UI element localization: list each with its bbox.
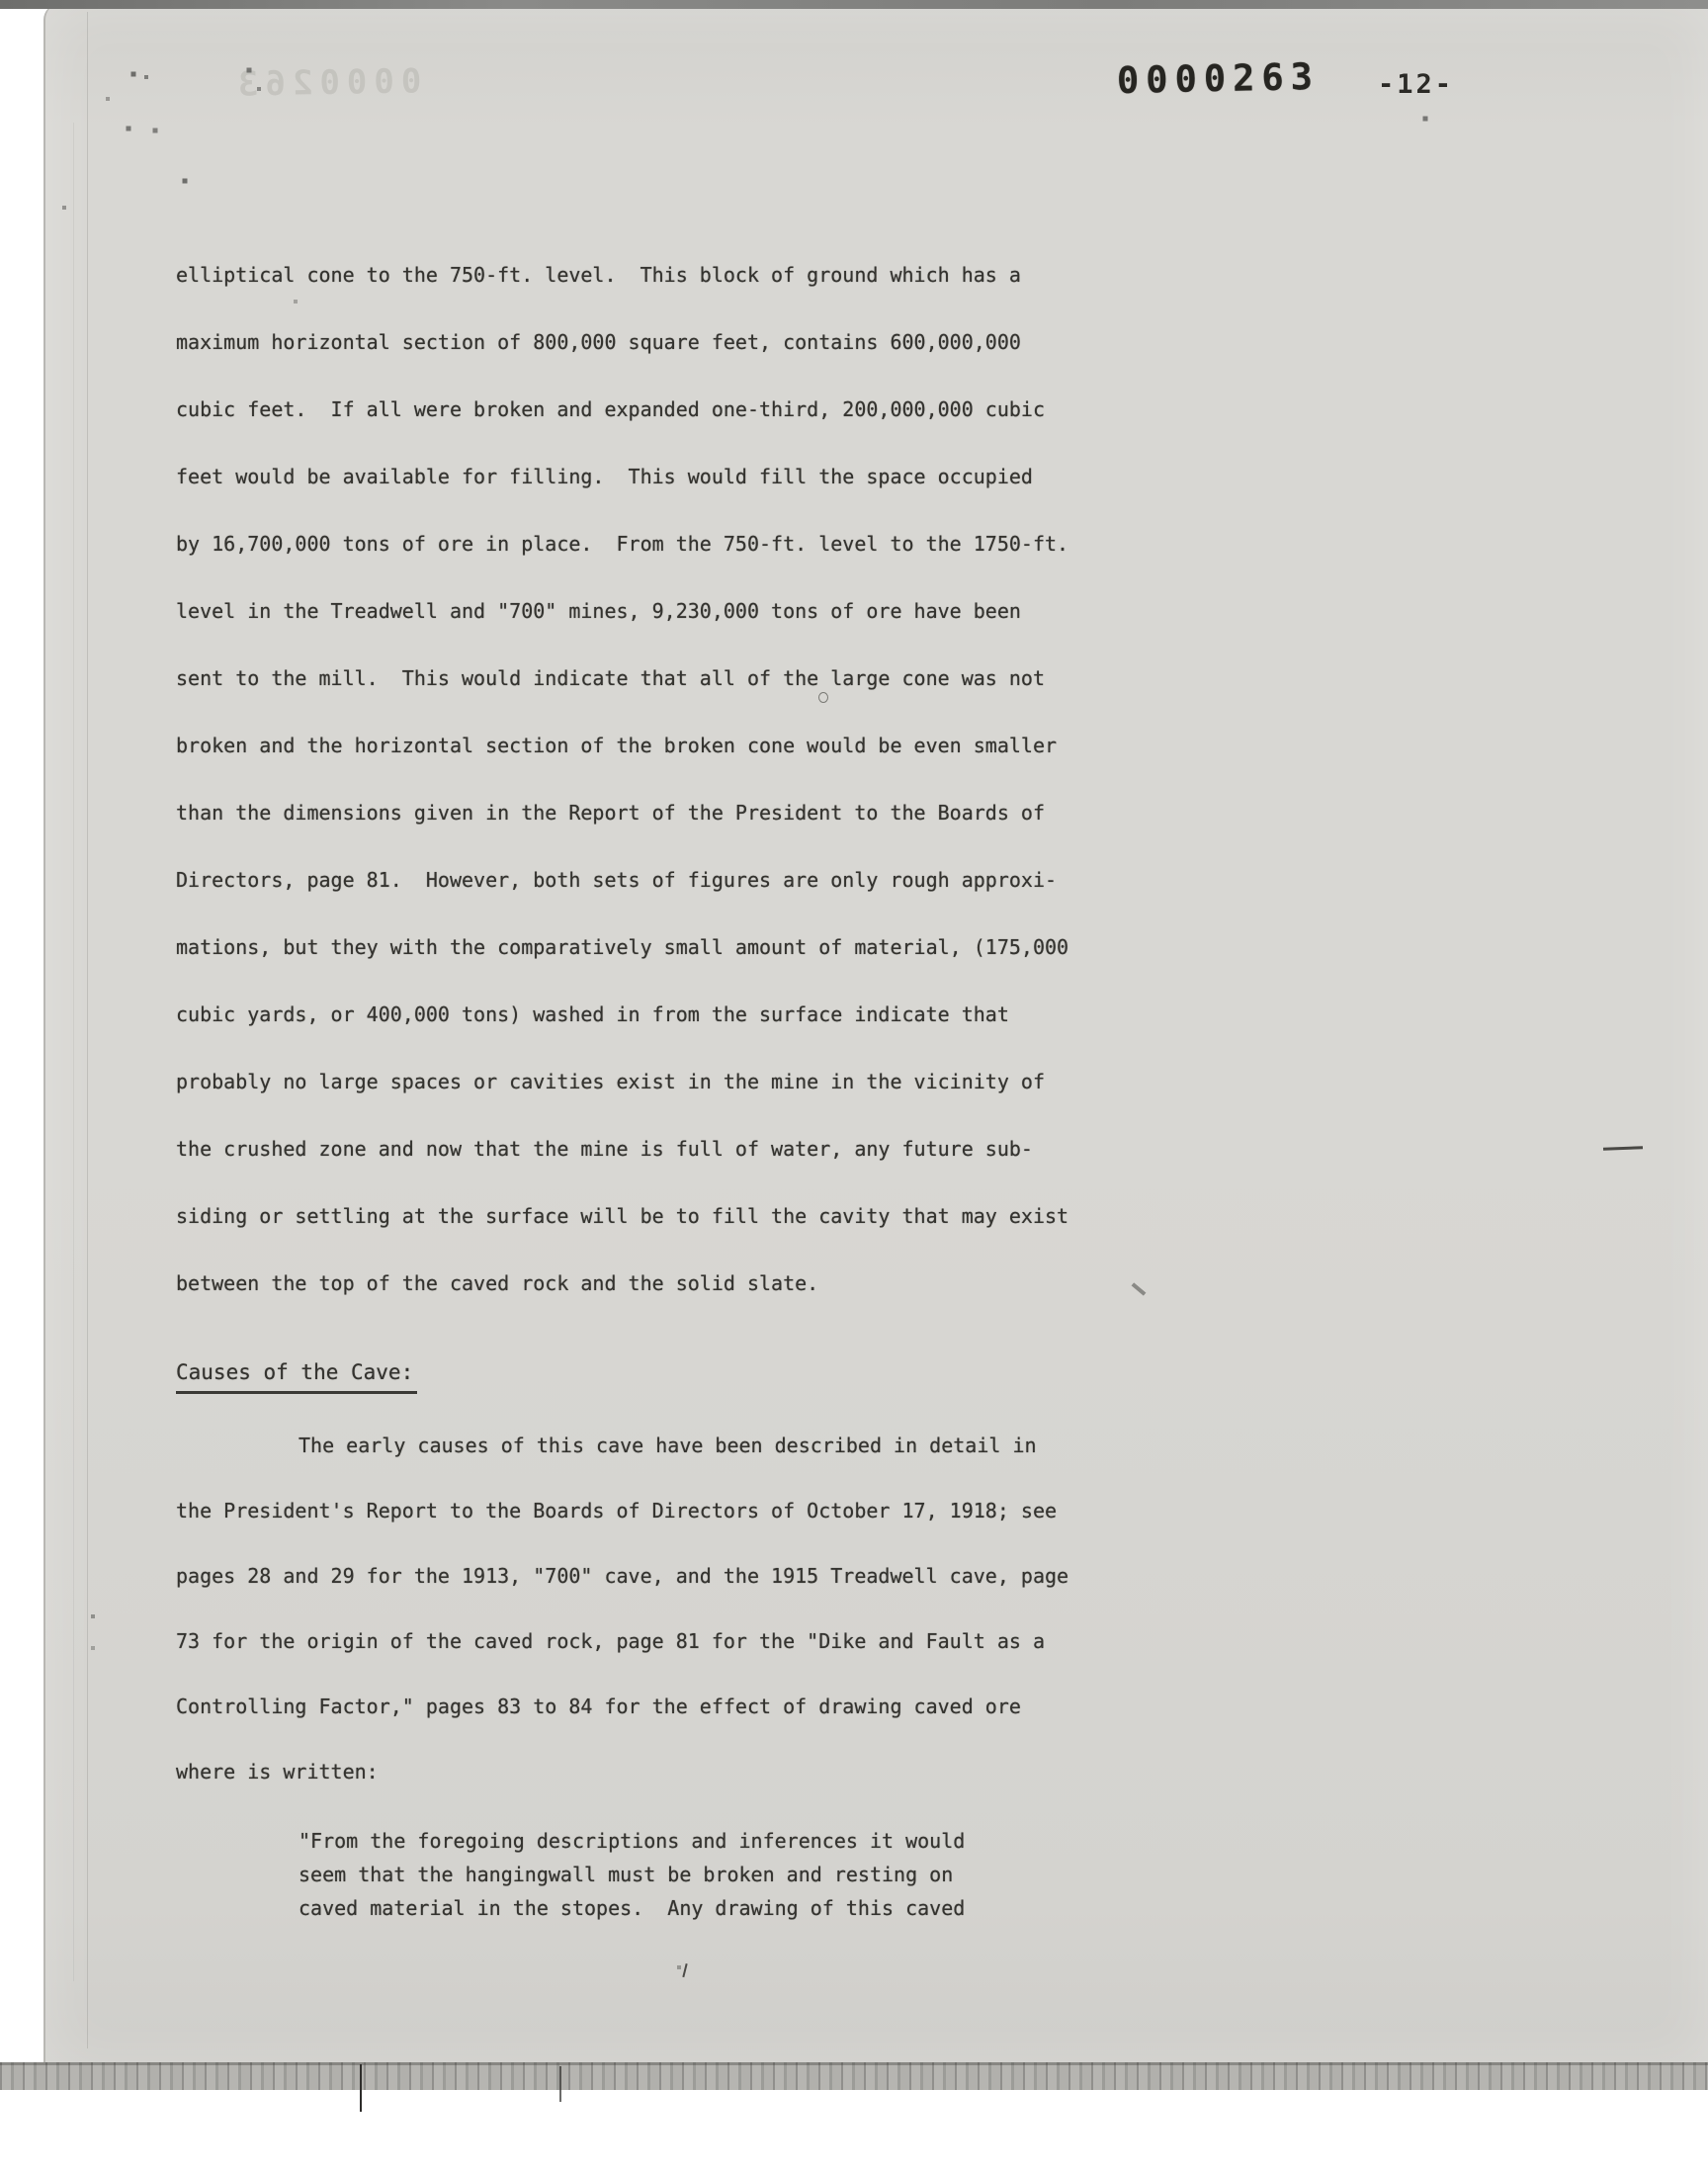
text-line: elliptical cone to the 750-ft. level. This block of ground which has a (176, 263, 1021, 287)
quote-line: caved material in the stopes. Any drawing of this caved (299, 1896, 966, 1920)
text-line: cubic feet. If all were broken and expanded one-third, 200,000,000 cubic (176, 397, 1045, 421)
text-line: 73 for the origin of the caved rock, page 81 for the "Dike and Fault as a (176, 1629, 1045, 1653)
text-line: the President's Report to the Boards of Directors of October 17, 1918; see (176, 1499, 1058, 1522)
text-line: mations, but they with the comparatively small amount of material, (175,000 (176, 935, 1069, 959)
text-line: between the top of the caved rock and the solid slate. (176, 1271, 819, 1295)
text-line: The early causes of this cave have been described in detail in (299, 1434, 1037, 1457)
quote-line: seem that the hangingwall must be broken and resting on (299, 1863, 954, 1886)
text-line: siding or settling at the surface will be to fill the cavity that may exist (176, 1204, 1069, 1228)
text-line: level in the Treadwell and "700" mines, 9,230,000 tons of ore have been (176, 599, 1021, 623)
text-line: sent to the mill. This would indicate that all of the large cone was not (176, 666, 1045, 690)
ghost-stamp-text: 0000263 (230, 61, 422, 105)
stray-ring-mark (818, 692, 828, 703)
scan-bottom-edge (0, 2062, 1708, 2090)
text-line: feet would be available for filling. This would fill the space occupied (176, 465, 1033, 488)
text-line: the crushed zone and now that the mine is full of water, any future sub- (176, 1137, 1033, 1161)
document-number-stamp: 0000263 (1116, 54, 1321, 103)
text-line: Directors, page 81. However, both sets of figures are only rough approxi- (176, 868, 1058, 892)
scan-top-edge (0, 0, 1708, 9)
text-line: broken and the horizontal section of the broken cone would be even smaller (176, 734, 1058, 757)
paragraph-2 (176, 1413, 1174, 1804)
text-line: Controlling Factor," pages 83 to 84 for the effect of drawing caved ore (176, 1695, 1021, 1718)
text-line: pages 28 and 29 for the 1913, "700" cave, and the 1915 Treadwell cave, page (176, 1564, 1069, 1588)
text-line: cubic yards, or 400,000 tons) washed in from the surface indicate that (176, 1002, 1009, 1026)
pen-dash-mark (1603, 1146, 1643, 1150)
text-line: probably no large spaces or cavities exist in the mine in the vicinity of (176, 1070, 1045, 1093)
paper-crease (87, 12, 88, 2048)
scan-line-artifact (559, 2066, 561, 2102)
text-line: maximum horizontal section of 800,000 square feet, contains 600,000,000 (176, 330, 1021, 354)
text-line: by 16,700,000 tons of ore in place. From the 750-ft. level to the 1750-ft. (176, 532, 1069, 556)
scan-margin (0, 2090, 1708, 2175)
text-line: than the dimensions given in the Report of the President to the Boards of (176, 801, 1045, 825)
paper-edge-shadow (73, 123, 74, 1981)
document-page (43, 4, 1708, 2070)
page-number: -12- (1378, 69, 1455, 100)
quote-line: "From the foregoing descriptions and inferences it would (299, 1829, 966, 1853)
scan-line-artifact (360, 2064, 362, 2112)
text-line: where is written: (176, 1760, 379, 1784)
stray-slash-mark (682, 1963, 687, 1977)
paragraph-1 (176, 241, 1174, 1317)
section-heading: Causes of the Cave: (176, 1360, 417, 1394)
block-quote (299, 1824, 1050, 1925)
